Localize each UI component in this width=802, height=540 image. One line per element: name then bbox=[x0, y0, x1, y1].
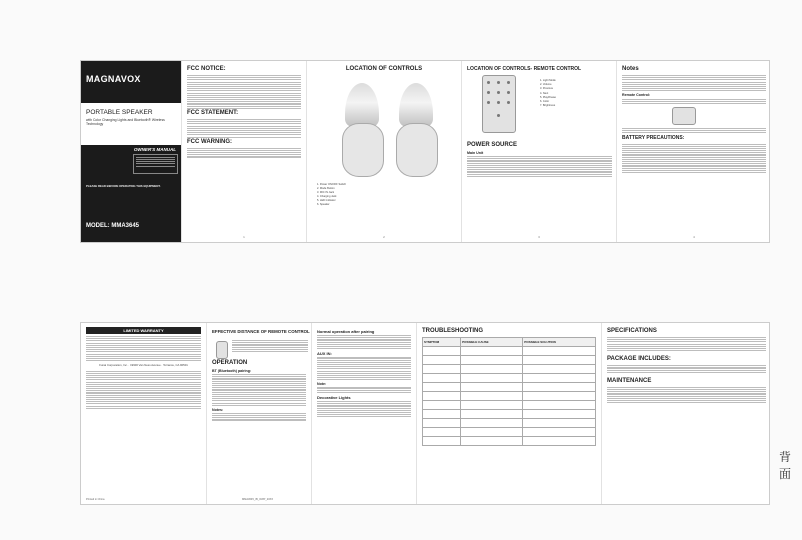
remote-item: 5. Play/Pause bbox=[540, 95, 557, 99]
remote-range-diagram bbox=[212, 337, 306, 359]
remote-steps-text bbox=[622, 128, 766, 133]
remote-location-panel bbox=[461, 61, 616, 242]
table-row bbox=[423, 410, 596, 419]
model-number: MODEL: MMA3645 bbox=[86, 223, 140, 229]
table-row bbox=[423, 347, 596, 356]
operation-heading: OPERATION bbox=[212, 360, 248, 366]
location-controls-panel bbox=[306, 61, 461, 242]
manual-back-sheet bbox=[80, 322, 770, 505]
operation-panel bbox=[206, 323, 311, 504]
maintenance-text bbox=[607, 387, 766, 403]
normal-operation-text bbox=[317, 335, 411, 349]
column-header: SYMPTOM bbox=[423, 338, 461, 347]
fcc-statement-text bbox=[187, 119, 301, 138]
specifications-panel bbox=[601, 323, 771, 504]
table-row bbox=[423, 365, 596, 374]
notes-text bbox=[212, 413, 306, 421]
table-row bbox=[423, 374, 596, 383]
speaker-front-base bbox=[342, 123, 384, 177]
remote-item: 4. Next bbox=[540, 91, 549, 95]
product-title: PORTABLE SPEAKER bbox=[86, 109, 153, 116]
control-item: 1. Power ON/OFF Switch bbox=[317, 183, 347, 186]
product-subtitle: with Color Changing Lights and Bluetooth® Wireless Technology bbox=[86, 118, 165, 126]
battery-precautions-text bbox=[622, 144, 766, 174]
maintenance-heading: MAINTENANCE bbox=[607, 377, 652, 384]
warranty-text bbox=[86, 336, 201, 361]
remote-control-text bbox=[622, 99, 766, 104]
decorative-lights-text bbox=[317, 401, 411, 417]
troubleshooting-heading: TROUBLESHOOTING bbox=[422, 328, 483, 334]
battery-precautions-heading: BATTERY PRECAUTIONS: bbox=[622, 134, 685, 141]
battery-insert-drawing bbox=[672, 107, 696, 125]
page-number: 3 bbox=[538, 235, 540, 239]
remote-control-heading: Remote Control: bbox=[622, 93, 651, 98]
table-row bbox=[423, 437, 596, 446]
location-controls-heading: LOCATION OF CONTROLS bbox=[345, 66, 423, 72]
power-source-heading: POWER SOURCE bbox=[467, 142, 518, 148]
troubleshooting-panel bbox=[416, 323, 601, 504]
speaker-front-drawing bbox=[345, 83, 379, 127]
normal-operation-heading: Normal operation after pairing bbox=[317, 329, 375, 334]
table-row bbox=[423, 401, 596, 410]
note-text bbox=[317, 387, 411, 392]
remote-control-drawing bbox=[482, 75, 516, 133]
notes-panel bbox=[616, 61, 771, 242]
notes-text bbox=[622, 75, 766, 91]
warranty-conditions-text bbox=[86, 371, 201, 409]
fcc-warning-text bbox=[187, 148, 301, 158]
printed-in: Printed in China bbox=[86, 498, 105, 501]
part-number: MMA3645_IB_OWP_20XX bbox=[242, 498, 274, 501]
remote-icon bbox=[216, 341, 228, 359]
speaker-side-drawing bbox=[399, 83, 433, 127]
page-number: 1 bbox=[243, 235, 245, 239]
control-item: 3. MIC IN Jack bbox=[317, 191, 335, 194]
remote-legend bbox=[540, 79, 610, 108]
remote-item: 3. Previous bbox=[540, 87, 553, 91]
control-item: 5. LED Indicator bbox=[317, 199, 336, 202]
page-number: 4 bbox=[693, 235, 695, 239]
troubleshooting-table bbox=[422, 337, 596, 446]
control-item: 4. Charging Jack bbox=[317, 195, 337, 198]
page-number: 2 bbox=[383, 235, 385, 239]
normal-operation-panel bbox=[311, 323, 416, 504]
control-legend bbox=[317, 183, 407, 207]
main-unit-heading: Main Unit bbox=[467, 151, 484, 155]
aux-in-text bbox=[317, 357, 411, 380]
brand-logo: MAGNAVOX bbox=[86, 74, 141, 84]
aux-in-heading: AUX IN: bbox=[317, 351, 332, 357]
table-row bbox=[423, 383, 596, 392]
bt-pairing-text bbox=[212, 374, 306, 406]
table-row bbox=[423, 392, 596, 401]
cover-info-box bbox=[133, 154, 178, 174]
power-source-text bbox=[467, 156, 612, 177]
notes-heading: Notes bbox=[622, 66, 639, 72]
package-includes-text bbox=[607, 365, 766, 373]
table-header-row bbox=[423, 338, 596, 347]
fcc-notice-text bbox=[187, 75, 301, 109]
fcc-warning-heading: FCC WARNING: bbox=[187, 138, 232, 145]
fcc-statement-heading: FCC STATEMENT: bbox=[187, 110, 239, 116]
speaker-side-base bbox=[396, 123, 438, 177]
manual-front-sheet bbox=[80, 60, 770, 243]
table-row bbox=[423, 428, 596, 437]
control-item: 6. Speaker bbox=[317, 203, 330, 206]
fcc-panel bbox=[181, 61, 306, 242]
cover-panel bbox=[81, 61, 181, 242]
remote-item: 1. Light Mode bbox=[540, 79, 556, 82]
remote-item: 2. Volume bbox=[540, 83, 552, 87]
warranty-panel bbox=[81, 323, 206, 504]
fcc-notice-heading: FCC NOTICE: bbox=[187, 66, 226, 72]
table-row bbox=[423, 356, 596, 365]
remote-item: 7. Brightness bbox=[540, 104, 556, 108]
remote-location-heading: LOCATION OF CONTROLS- REMOTE CONTROL bbox=[467, 66, 582, 72]
owners-manual-label: OWNER'S MANUAL bbox=[133, 147, 176, 152]
column-header: POSSIBLE CAUSE bbox=[461, 338, 523, 347]
specifications-heading: SPECIFICATIONS bbox=[607, 328, 657, 334]
column-header: POSSIBLE SOLUTION bbox=[523, 338, 596, 347]
effective-distance-heading: EFFECTIVE DISTANCE OF REMOTE CONTROL bbox=[212, 329, 310, 334]
package-includes-heading: PACKAGE INCLUDES: bbox=[607, 356, 671, 363]
decorative-lights-heading: Decorative Lights bbox=[317, 394, 351, 400]
specifications-text bbox=[607, 337, 766, 351]
control-item: 2. Mode Button bbox=[317, 187, 335, 190]
company-address: Funai Corporation, Inc. · 19900 Van Ness Avenue · Torrance, CA 90501 bbox=[99, 363, 188, 368]
limited-warranty-heading: LIMITED WARRANTY bbox=[86, 327, 201, 334]
read-first-notice: PLEASE READ BEFORE OPERATING THIS EQUIPMENT. bbox=[86, 184, 161, 188]
bt-pairing-heading: BT (Bluetooth) pairing: bbox=[212, 369, 252, 373]
power-source-section bbox=[467, 141, 612, 178]
back-side-label: 背面 bbox=[779, 450, 792, 481]
notes-heading: Notes: bbox=[212, 407, 224, 412]
remote-item: 6. Color bbox=[540, 100, 550, 104]
table-row bbox=[423, 419, 596, 428]
note-heading: Note: bbox=[317, 382, 327, 387]
